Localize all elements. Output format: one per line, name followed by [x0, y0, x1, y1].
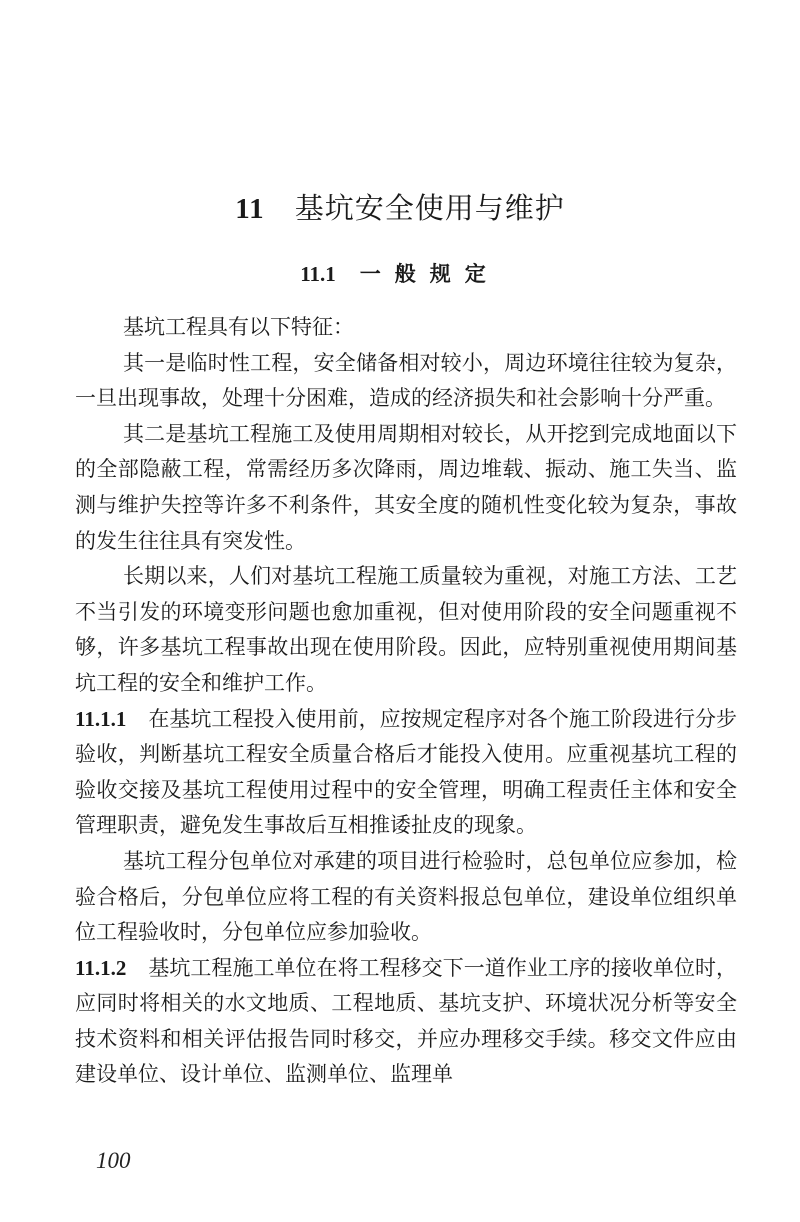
chapter-title-text: 基坑安全使用与维护 — [294, 191, 565, 225]
chapter-number: 11 — [235, 193, 265, 225]
section-number: 11.1 — [300, 262, 336, 286]
section-title-text: 一般规定 — [359, 262, 500, 286]
paragraph-intro: 基坑工程具有以下特征： — [123, 315, 354, 339]
paragraph-subcontractor: 基坑工程分包单位对承建的项目进行检验时，总包单位应参加，检验合格后，分包单位应将工程的有关资料报总包单位，建设单位组织单位工程验收时，分包单位应参加验收。 — [75, 848, 737, 945]
clause-text: 基坑工程施工单位在将工程移交下一道作业工序的接收单位时，应同时将相关的水文地质、工程地质、基坑支护、环境状况分析等安全技术资料和相关评估报告同时移交，并应办理移交手续。移交文件应由建设单位、设计单位、监测单位、监理单 — [75, 955, 737, 1087]
body-text — [75, 310, 737, 1093]
chapter-title — [0, 186, 800, 227]
paragraph-feature-2: 其二是基坑工程施工及使用周期相对较长，从开挖到完成地面以下的全部隐蔽工程，常需经历多次降雨，周边堆载、振动、施工失当、监测与维护失控等许多不利条件，其安全度的随机性变化较为复杂，事故的发生往往具有突发性。 — [75, 421, 737, 553]
paragraph-feature-1: 其一是临时性工程，安全储备相对较小，周边环境往往较为复杂，一旦出现事故，处理十分困难，造成的经济损失和社会影响十分严重。 — [75, 350, 737, 411]
page-number: 100 — [96, 1148, 131, 1173]
paragraph-usage-safety: 长期以来，人们对基坑工程施工质量较为重视，对施工方法、工艺不当引发的环境变形问题也愈加重视，但对使用阶段的安全问题重视不够，许多基坑工程事故出现在使用阶段。因此，应特别重视使用期间基坑工程的安全和维护工作。 — [75, 564, 737, 695]
clause-text: 在基坑工程投入使用前，应按规定程序对各个施工阶段进行分步验收，判断基坑工程安全质量合格后才能投入使用。应重视基坑工程的验收交接及基坑工程使用过程中的安全管理，明确工程责任主体和安全管理职责，避免发生事故后互相推诿扯皮的现象。 — [75, 706, 737, 838]
clause-11-1-1 — [75, 702, 737, 844]
clause-number: 11.1.1 — [75, 706, 127, 731]
clause-number: 11.1.2 — [75, 955, 127, 980]
clause-11-1-2 — [75, 951, 737, 1093]
section-title — [0, 258, 800, 288]
